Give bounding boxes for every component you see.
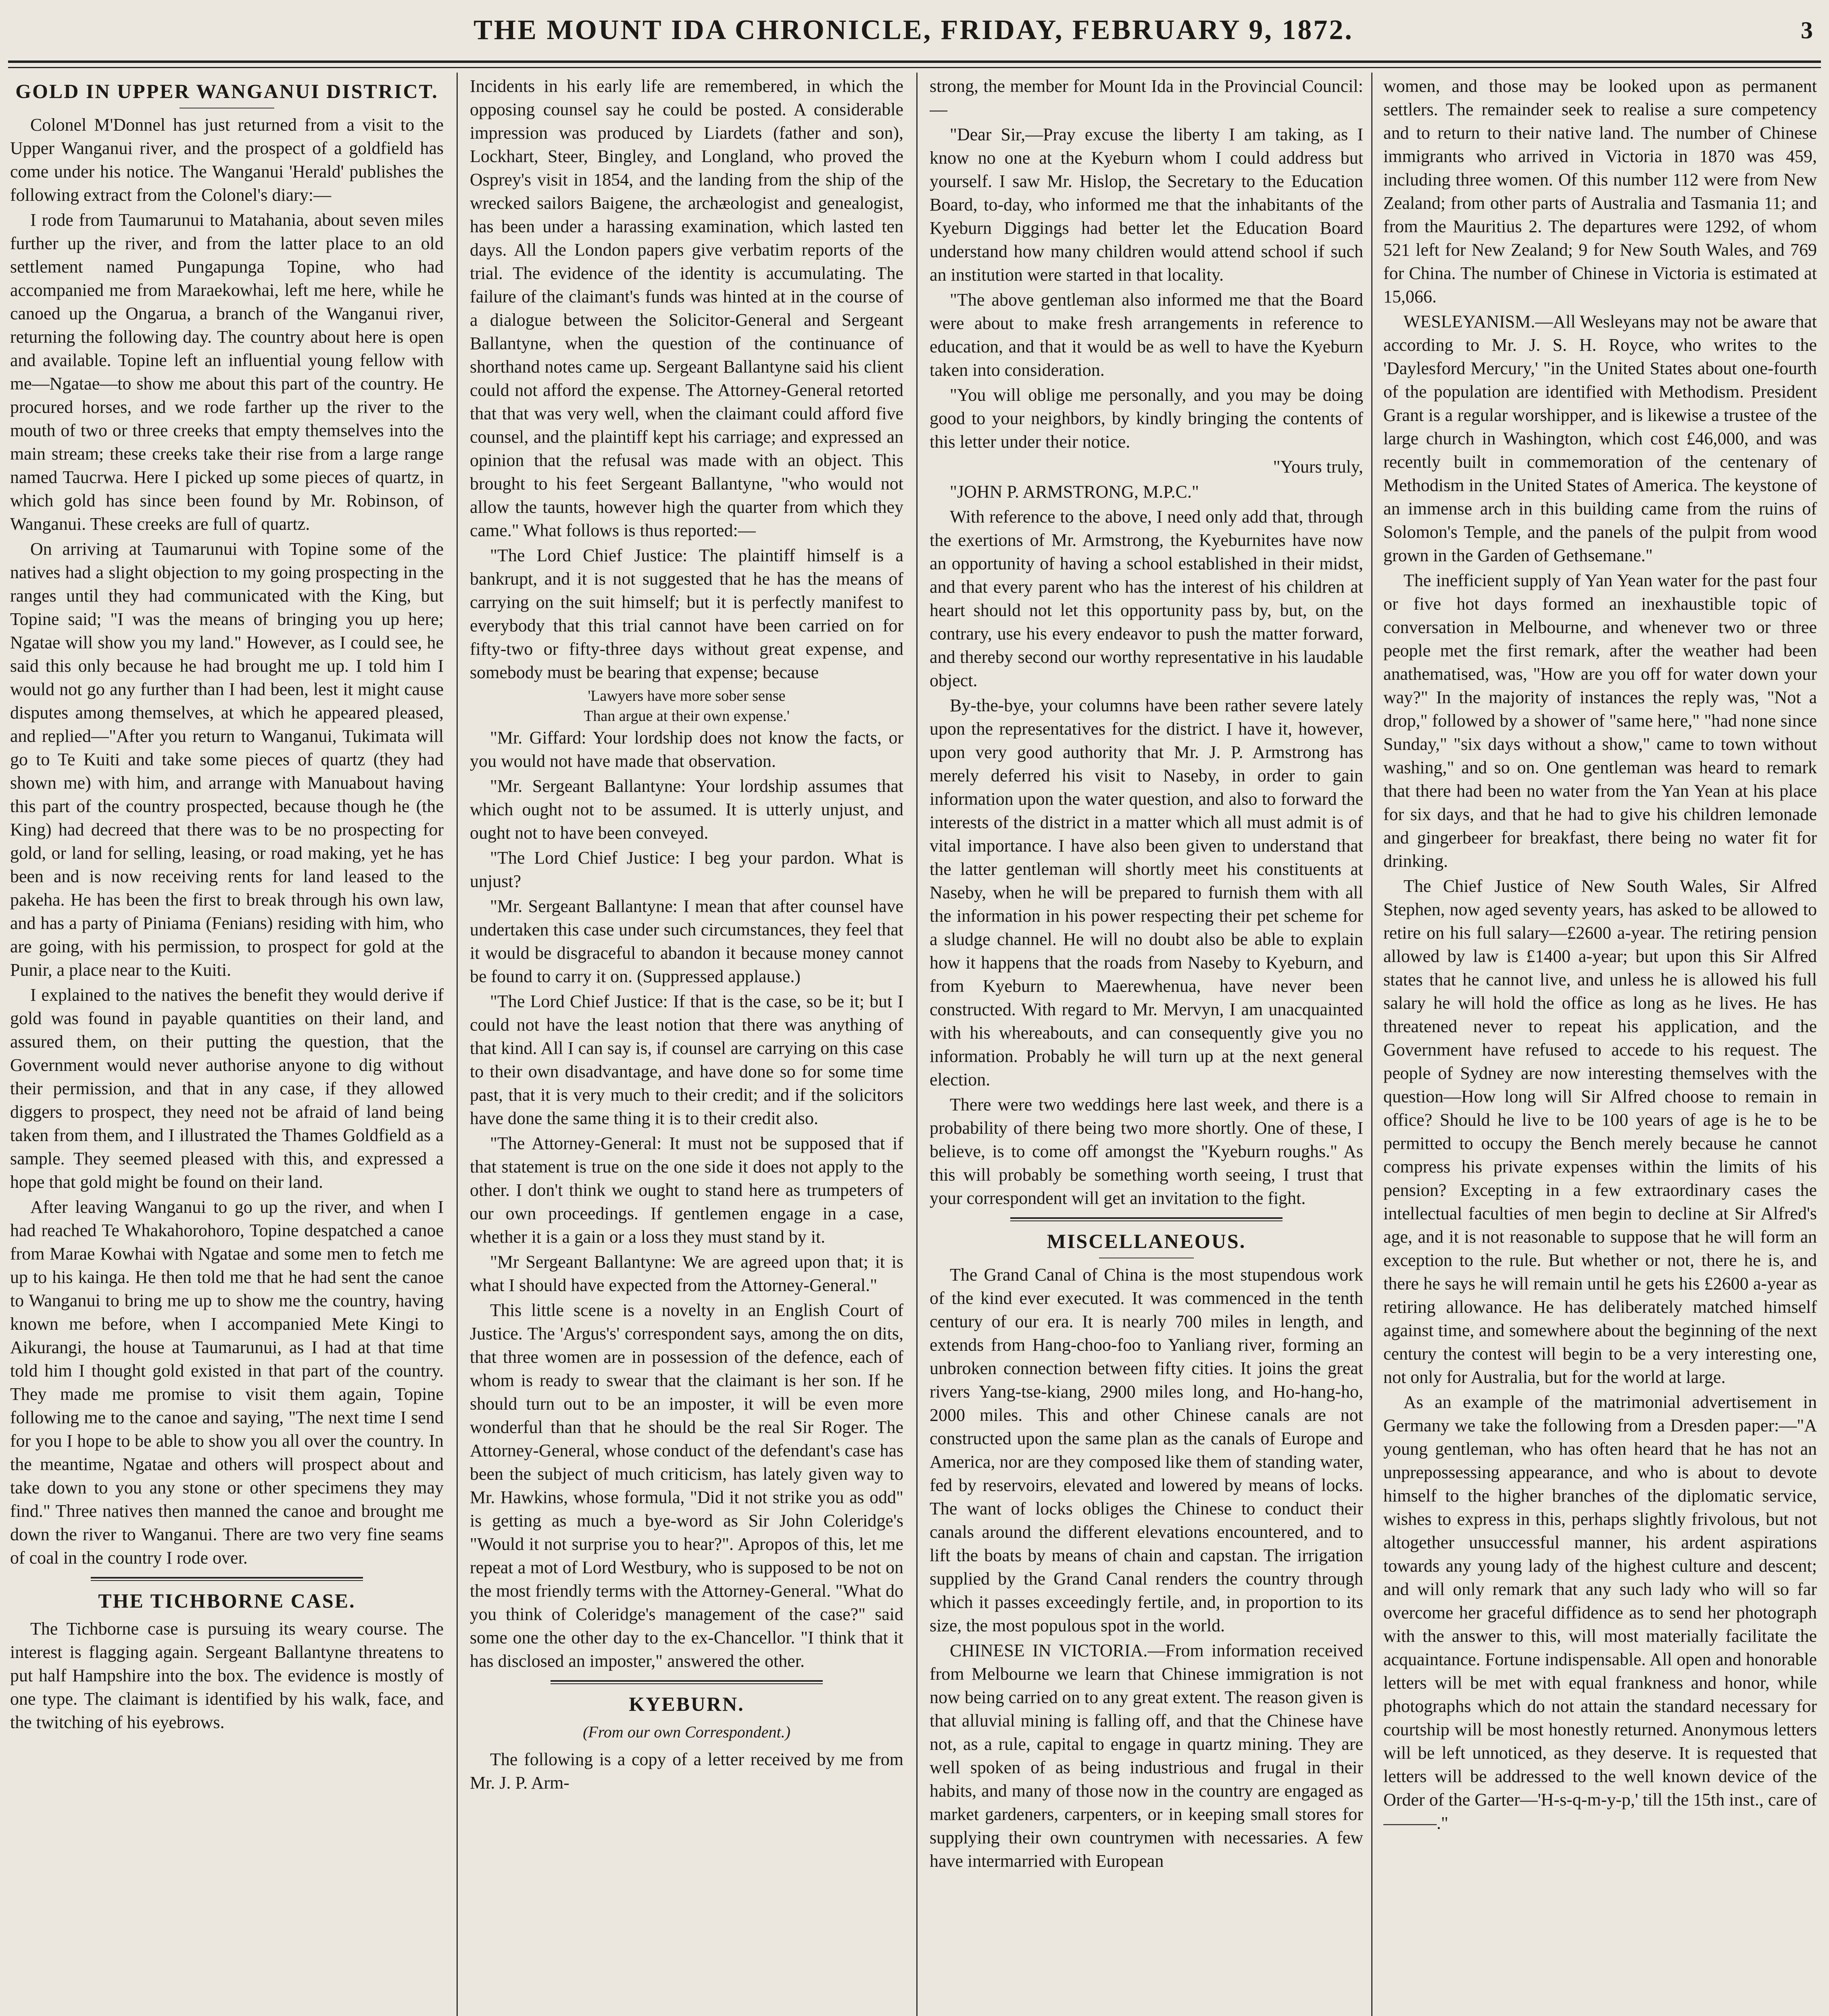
column-1 [10, 75, 444, 2016]
section-rule [91, 1577, 363, 1579]
paragraph: The Tichborne case is pursuing its weary course. The interest is flagging again. Sergeant Ballantyne threatens to put half Hampshire into the box. The evidence is mostly of one type. The claimant is identified by his walk, face, and the twitching of his eyebrows. [10, 1619, 444, 1732]
section-rule [1010, 1217, 1283, 1219]
paragraph: With reference to the above, I need only add that, through the exertions of Mr. Armstrong, the Kyeburnites have now an opportunity of having a school established in their midst, and that every parent who has the interest of his children at heart should not let this opportunity pass by, but, on the contrary, use his every endeavor to push the matter forward, and thereby second our worthy representative in his laudable object. [930, 507, 1363, 690]
article-heading-tichborne: THE TICHBORNE CASE. [98, 1589, 356, 1612]
paragraph: "The above gentleman also informed me that the Board were about to make fresh arrangements in reference to education, and that it would be as well to have the Kyeburn taken into consideration. [930, 290, 1363, 380]
verse-line: 'Lawyers have more sober sense [588, 687, 786, 704]
paragraph: The Chief Justice of New South Wales, Sir Alfred Stephen, now aged seventy years, has asked to be allowed to retire on his full salary—£2600 a-year. The retiring pension allowed by law is £1400 a-year; but upon this Sir Alfred states that he cannot live, and unless he is allowed his full salary he will hold the office as long as he lives. He has threatened never to repeat his application, and the Government have refused to accede to his request. The people of Sydney are now interesting themselves with the question—How long will Sir Alfred choose to remain in office? Should he live to be 100 years of age is he to be permitted to occupy the Bench merely because he cannot compress his private expenses within the limits of his pension? Excepting in a few extraordinary cases the intellectual faculties of men begin to decline at Sir Alfred's age, and it is not reasonable to suppose that he will form an exception to the rule. But whether or not, there he is, and there he says he will remain until he gets his £2600 a-year as retiring allowance. He has deliberately matched himself against time, and somewhere about the beginning of the next century the contest will begin to be a very interesting one, not only for Australia, but for the world at large. [1383, 876, 1817, 1387]
section-rule-thin [1010, 1220, 1283, 1221]
paragraph: women, and those may be looked upon as permanent settlers. The remainder seek to realise a sure competency and to return to their native land. The number of Chinese immigrants who arrived in Victoria in 1870 was 459, including three women. Of this number 112 were from New Zealand; from other parts of Australia and Tasmania 11; and from the Mauritius 2. The departures were 1292, of whom 521 left for New Zealand; 9 for New South Wales, and 769 for China. The number of Chinese in Victoria is estimated at 15,066. [1383, 76, 1817, 306]
verse-line: Than argue at their own expense.' [584, 708, 790, 725]
paragraph: Colonel M'Donnel has just returned from a visit to the Upper Wanganui river, and the prospect of a goldfield has come under his notice. The Wanganui 'Herald' publishes the following extract from the Colonel's diary:— [10, 115, 444, 205]
paragraph: "The Lord Chief Justice: The plaintiff himself is a bankrupt, and it is not suggested that he has the means of carrying on the suit himself; but it is perfectly manifest to everybody that this trial cannot have been carried on for fifty-two or fifty-three days without great expense, and somebody must be bearing that expense; because [470, 546, 903, 682]
paragraph: WESLEYANISM.—All Wesleyans may not be aware that according to Mr. J. S. H. Royce, who writes to the 'Daylesford Mercury,' "in the United States about one-fourth of the population are identified with Methodism. President Grant is a regular worshipper, and is likewise a trustee of the large church in Washington, which cost £46,000, and was recently built in commemoration of the centenary of Methodism in the United States of America. The keystone of an immense arch in this building came from the ruins of Solomon's Temple, and the panels of the pulpit from wood grown in the Garden of Gethsemane." [1383, 312, 1817, 565]
column-divider [457, 73, 458, 2016]
paragraph: "Dear Sir,—Pray excuse the liberty I am taking, as I know no one at the Kyeburn whom I could address but yourself. I saw Mr. Hislop, the Secretary to the Education Board, to-day, who informed me that the inhabitants of the Kyeburn Diggings had better let the Education Board understand how many children would attend school if such an institution were started in that locality. [930, 125, 1363, 285]
paragraph: "Mr. Giffard: Your lordship does not know the facts, or you would not have made that observation. [470, 728, 903, 771]
page-number: 3 [1801, 17, 1813, 44]
article-heading-gold: GOLD IN UPPER WANGANUI DISTRICT. [15, 80, 438, 102]
header-rule-thin [8, 67, 1821, 68]
paragraph: The inefficient supply of Yan Yean water for the past four or five hot days formed an inexhaustible topic of conversation in Melbourne, and whenever two or three people met the first remark, after the weather had been anathematised, was, "How are you off for water down your way?" In the majority of instances the reply was, "Not a drop," followed by a shower of "same here," "had none since Sunday," "six days without a show," came to town without washing," and so on. One gentleman was heard to remark that there had been no water from the Yan Yean at his place for six days, and that he had to give his children lemonade and gingerbeer for breakfast, there being no water fit for drinking. [1383, 571, 1817, 871]
paragraph: The Grand Canal of China is the most stupendous work of the kind ever executed. It was commenced in the tenth century of our era. It is nearly 700 miles in length, and extends from Hang-choo-foo to Yanliang river, forming an unbroken connection between fifty cities. It joins the great rivers Yang-tse-kiang, 2900 miles long, and Ho-hang-ho, 2000 miles. This and other Chinese canals are not constructed upon the same plan as the canals of Europe and America, nor are they composed like them of standing water, fed by reservoirs, elevated and lowered by means of locks. The want of locks obliges the Chinese to conduct their canals around the different elevations encountered, and to lift the boats by means of chain and capstan. The irrigation supplied by the Grand Canal renders the country through which it passes exceedingly fertile, and, in proportion to its size, the most populous spot in the world. [930, 1265, 1363, 1635]
paragraph: "Mr. Sergeant Ballantyne: Your lordship assumes that which ought not to be assumed. It is utterly unjust, and ought not to have been conveyed. [470, 776, 903, 843]
article-heading-miscellaneous: MISCELLANEOUS. [1047, 1230, 1246, 1252]
correspondent-note: (From our own Correspondent.) [583, 1723, 790, 1741]
paragraph: CHINESE IN VICTORIA.—From information received from Melbourne we learn that Chinese immigration is not now being carried on to any great extent. The reason given is that alluvial mining is falling off, and that the Chinese have not, as a rule, capital to engage in quartz mining. They are well spoken of as being industrious and frugal in their habits, and many of those now in the country are engaged as market gardeners, carpenters, or in keeping small stores for supplying their own countrymen with necessaries. A few have intermarried with European [930, 1641, 1363, 1871]
paragraph: "You will oblige me personally, and you may be doing good to your neighbors, by kindly bringing the contents of this letter under their notice. [930, 385, 1363, 452]
section-rule-thin [551, 1683, 823, 1684]
paragraph: As an example of the matrimonial advertisement in Germany we take the following from a Dresden paper:—"A young gentleman, who has often heard that he has not an unprepossessing appearance, and who is about to devote himself to the higher branches of the diplomatic service, wishes to express in this, perhaps slightly frivolous, but not altogether unsuccessful manner, his ardent aspirations towards any young lady of the highest culture and descent; and will only remark that any such lady who will so far overcome her graceful diffidence as to send her photograph with the answer to this, will most materially facilitate the acquaintance. Fortune indispensable. All open and honorable letters will be met with equal frankness and honor, while photographs which do not attain the standard necessary for courtship will be most honestly returned. Anonymous letters will be left unnoticed, as they deserve. It is requested that letters will be addressed to the well known device of the Order of the Garter—'H-s-q-m-y-p,' till the 15th inst., care of ———." [1383, 1392, 1817, 1833]
paragraph: Incidents in his early life are remembered, in which the opposing counsel say he could be posted. A considerable impression was produced by Liardets (father and son), Lockhart, Steer, Bingley, and Longland, who proved the Osprey's visit in 1854, and the landing from the ship of the wrecked sailors Baigene, the archæologist and genealogist, has been under a harassing examination, which lasted ten days. All the London papers give verbatim reports of the trial. The evidence of the identity is accumulating. The failure of the claimant's funds was hinted at in the course of a dialogue between the Solicitor-General and Sergeant Ballantyne, when the question of the continuance of shorthand notes came up. Sergeant Ballantyne said his client could not afford the expense. The Attorney-General retorted that that was very well, when the claimant could afford five counsel, and the plaintiff kept his carriage; and expressed an opinion that the refusal was made with an object. This brought to his feet Sergeant Ballantyne, "who would not allow the taunts, however high the quarter from which they came." What follows is thus reported:— [470, 76, 903, 540]
paragraph: "Mr Sergeant Ballantyne: We are agreed upon that; it is what I should have expected from the Attorney-General." [470, 1252, 903, 1295]
letter-signature: "JOHN P. ARMSTRONG, M.P.C." [950, 482, 1199, 502]
column-2 [470, 75, 903, 2016]
page-header-title: THE MOUNT IDA CHRONICLE, FRIDAY, FEBRUARY 9, 1872. [473, 15, 1354, 46]
column-divider [916, 73, 918, 2016]
paragraph: strong, the member for Mount Ida in the Provincial Council:— [930, 76, 1363, 119]
paragraph: After leaving Wanganui to go up the river, and when I had reached Te Whakahorohoro, Topine despatched a canoe from Marae Kowhai with Ngatae and some men to fetch me up to his kainga. He then told me that he had sent the canoe to Wanganui to bring me up to show me the country, having known me before, when I accompanied Mete Kingi to Aikurangi, the house at Taumarunui, as I had at that time told him I thought gold existed in that part of the country. They made me promise to visit them again, Topine following me to the canoe and saying, "The next time I send for you I hope to be able to show you all over the country. In the meantime, Ngatae and others will prospect about and take down to you any stone or other specimens they may find." Three natives then manned the canoe and brought me down the river to Wanganui. There are two very fine seams of coal in the country I rode over. [10, 1197, 444, 1568]
section-rule [551, 1680, 823, 1682]
column-3 [930, 75, 1363, 2016]
article-heading-kyeburn: KYEBURN. [629, 1693, 745, 1715]
paragraph: There were two weddings here last week, and there is a probability of there being two more shortly. One of these, I believe, is to come off amongst the "Kyeburn roughs." As this will probably be something worth seeing, I trust that your correspondent will get an invitation to the fight. [930, 1095, 1363, 1208]
paragraph: "Mr. Sergeant Ballantyne: I mean that after counsel have undertaken this case under such circumstances, they feel that it would be disgraceful to abandon it because money cannot be found to carry it on. (Suppressed applause.) [470, 896, 903, 986]
paragraph: I explained to the natives the benefit they would derive if gold was found in payable quantities on their land, and assured them, on their putting the question, that the Government would never authorise anyone to dig without their permission, and that in any case, if they allowed diggers to prospect, they need not be afraid of land being taken from them, and I illustrated the Thames Goldfield as a sample. They seemed pleased with this, and expressed a hope that gold might be found on their land. [10, 985, 444, 1192]
paragraph: I rode from Taumarunui to Matahania, about seven miles further up the river, and from the latter place to an old settlement named Pungapunga Topine, who had accompanied me from Maraekowhai, left me here, while he canoed up the Ongarua, a branch of the Wanganui river, returning the following day. The country about here is open and available. Topine left an influential young fellow with me—Ngatae—to show me about this part of the country. He procured horses, and we rode farther up the river to the mouth of two or three creeks that empty themselves into the main stream; these creeks take their rise from a large range named Taucrwa. Here I picked up some pieces of quartz, in which gold has since been found by Mr. Robinson, of Wanganui. These creeks are full of quartz. [10, 210, 444, 534]
header-rule [8, 60, 1821, 63]
paragraph: This little scene is a novelty in an English Court of Justice. The 'Argus's' correspondent says, among the on dits, that three women are in possession of the defence, each of whom is ready to swear that the claimant is her son. If he should turn out to be an imposter, it will be even more wonderful than that he should be the real Sir Roger. The Attorney-General, whose conduct of the defendant's case has been the subject of much criticism, has lately given way to Mr. Hawkins, whose formula, "Did it not strike you as odd" is getting as much a bye-word as Sir John Coleridge's "Would it not surprise you to hear?". Apropos of this, let me repeat a mot of Lord Westbury, who is supposed to be not on the most friendly terms with the Attorney-General. "What do you think of Coleridge's management of the case?" said some one the other day to the ex-Chancellor. "I think that it has disclosed an imposter," answered the other. [470, 1300, 903, 1671]
section-rule-thin [91, 1580, 363, 1581]
paragraph: On arriving at Taumarunui with Topine some of the natives had a slight objection to my going prospecting in the ranges until they had communicated with the King, but Topine said; "I was the means of bringing you up here; Ngatae will show you my land." However, as I could see, he said this only because he had brought me up. I told him I would not go any further than I had been, lest it might cause disputes among themselves, at which he appeared pleased, and replied—"After you return to Wanganui, Tukimata will go to Te Kuiti and take some pieces of quartz (they had shown me) with him, and arrange with Manuabout having this part of the country prospected, because though he (the King) had decreed that there was to be no prospecting for gold, or land for selling, leasing, or road making, yet he has been and is now receiving rents for land leased to the pakeha. He has been the first to break through his own law, and has a party of Piniama (Fenians) residing with him, who are going, with his permission, to prospect for gold at the Punir, a place near to the Kuiti. [10, 539, 444, 980]
paragraph: "The Attorney-General: It must not be supposed that if that statement is true on the one side it does not apply to the other. I don't think we ought to stand here as trumpeters of our own proceedings. If gentlemen engage in a case, whether it is a gain or a loss they must stand by it. [470, 1133, 903, 1247]
paragraph: "The Lord Chief Justice: If that is the case, so be it; but I could not have the least notion that there was anything of that kind. All I can say is, if counsel are carrying on this case to their own disadvantage, and have done so for some time past, that it is very much to their credit; and if the solicitors have done the same thing it is to their credit also. [470, 991, 903, 1128]
paragraph: "The Lord Chief Justice: I beg your pardon. What is unjust? [470, 848, 903, 891]
paragraph: The following is a copy of a letter received by me from Mr. J. P. Arm- [470, 1749, 903, 1793]
column-4 [1383, 75, 1817, 2016]
column-divider [1371, 73, 1372, 2016]
paragraph: By-the-bye, your columns have been rather severe lately upon the representatives for the district. I have it, however, upon very good authority that Mr. J. P. Armstrong has merely deferred his visit to Naseby, in order to gain information upon the water question, and also to forward the interests of the district in a matter which all must admit is of vital importance. I have also been given to understand that the latter gentleman will shortly meet his constituents at Naseby, when he will be prepared to furnish them with all the information in his power respecting their pet scheme for a sludge channel. He will no doubt also be able to explain how it happens that the roads from Naseby to Kyeburn, and from Kyeburn to Maerewhenua, have never been constructed. With regard to Mr. Mervyn, I am unacquainted with his whereabouts, and can consequently give you no information. Probably he will turn up at the next general election. [930, 696, 1363, 1089]
letter-closing: "Yours truly, [1273, 457, 1363, 477]
